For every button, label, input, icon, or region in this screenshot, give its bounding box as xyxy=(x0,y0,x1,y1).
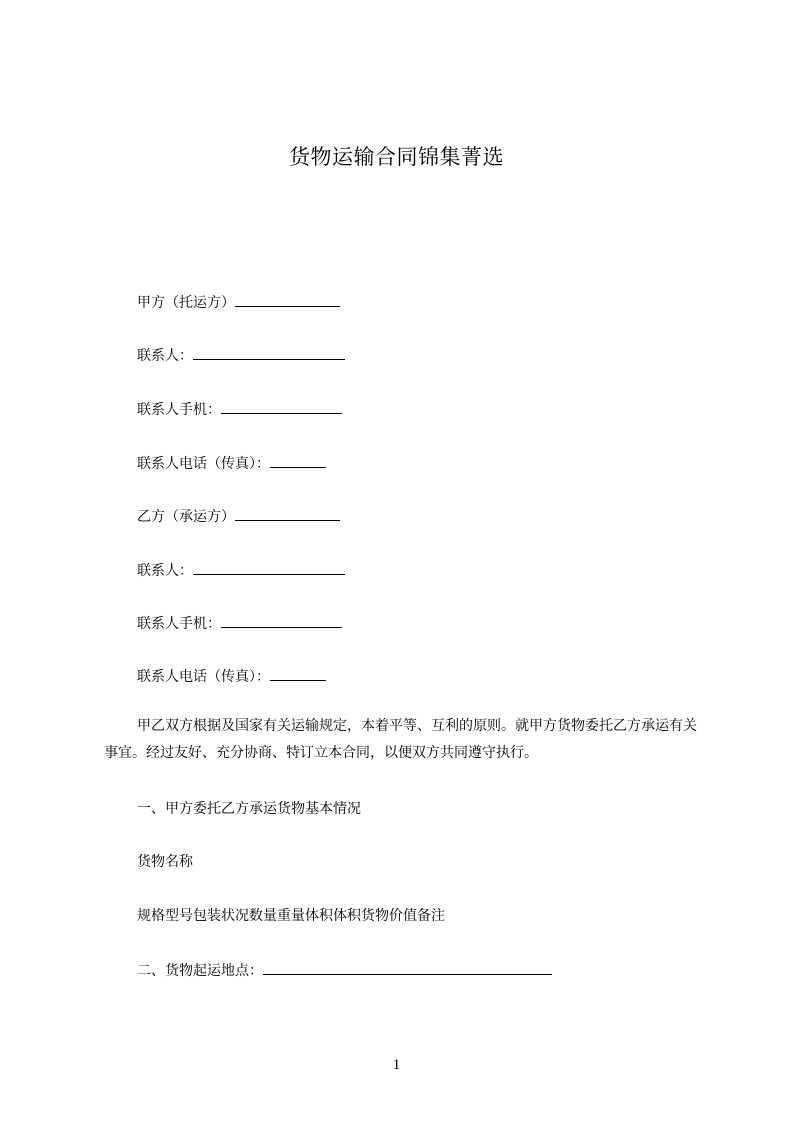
party-b-blank[interactable] xyxy=(235,505,340,521)
party-b-label: 乙方（承运方） xyxy=(137,509,235,525)
party-b-mobile-blank[interactable] xyxy=(221,612,342,628)
party-a-phone-fax-line xyxy=(137,452,326,474)
party-a-label: 甲方（托运方） xyxy=(137,295,235,311)
page-title: 货物运输合同锦集菁选 xyxy=(289,145,504,169)
party-a-mobile-label: 联系人手机： xyxy=(137,402,221,418)
party-b-phone-fax-line xyxy=(137,665,326,687)
party-a-contact-line xyxy=(137,344,345,366)
party-b-phone-fax-blank[interactable] xyxy=(270,665,326,681)
party-b-line xyxy=(137,505,340,527)
party-b-mobile-line xyxy=(137,612,342,634)
party-b-contact-line xyxy=(137,559,345,581)
section-1-heading: 一、甲方委托乙方承运货物基本情况 xyxy=(137,801,361,817)
party-a-line xyxy=(137,291,340,313)
party-a-contact-blank[interactable] xyxy=(193,344,345,360)
intro-paragraph: 甲乙双方根据及国家有关运输规定，本着平等、互利的原则。就甲方货物委托乙方承运有关事宜。经过友好、充分协商、特订立本合同，以便双方共同遵守执行。 xyxy=(104,718,697,761)
party-a-mobile-blank[interactable] xyxy=(221,398,342,414)
goods-name-label: 货物名称 xyxy=(137,854,193,870)
party-a-phone-fax-blank[interactable] xyxy=(270,452,326,468)
party-b-contact-label: 联系人： xyxy=(137,563,193,579)
party-b-contact-blank[interactable] xyxy=(193,559,345,575)
party-a-phone-fax-label: 联系人电话（传真）： xyxy=(137,456,270,472)
party-a-blank[interactable] xyxy=(235,291,340,307)
party-b-phone-fax-label: 联系人电话（传真）： xyxy=(137,669,270,685)
party-b-mobile-label: 联系人手机： xyxy=(137,616,221,632)
page-number: 1 xyxy=(392,1057,401,1073)
goods-columns-line: 规格型号包装状况数量重量体积体积货物价值备注 xyxy=(137,908,445,924)
section-2-line xyxy=(137,959,552,981)
origin-location-blank[interactable] xyxy=(263,959,552,975)
party-a-mobile-line xyxy=(137,398,342,420)
section-2-heading: 二、货物起运地点： xyxy=(137,963,263,979)
party-a-contact-label: 联系人： xyxy=(137,348,193,364)
